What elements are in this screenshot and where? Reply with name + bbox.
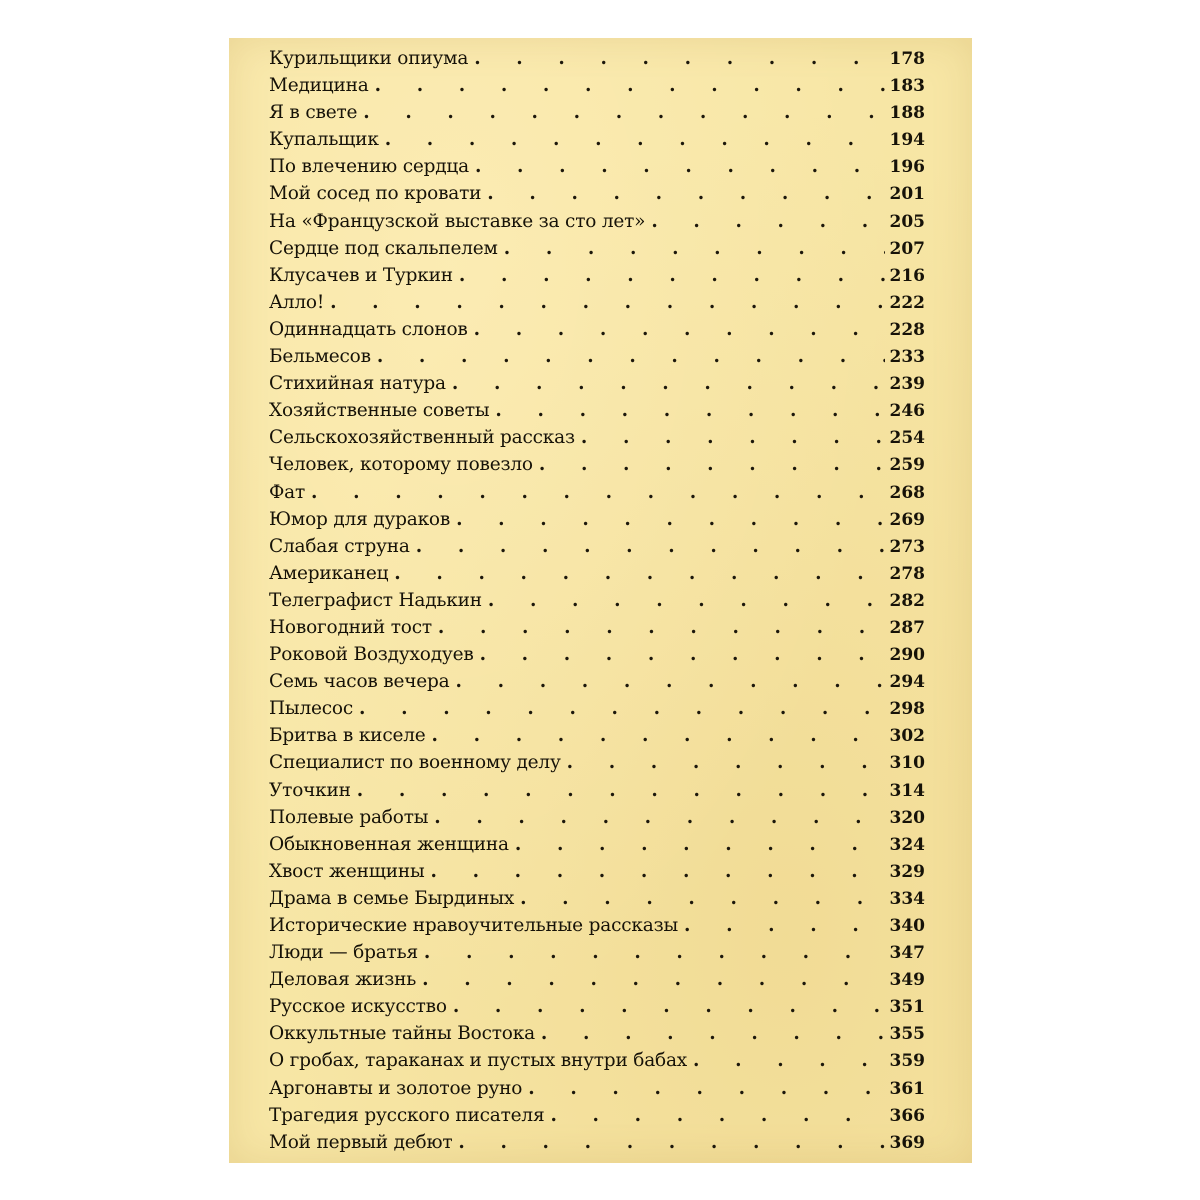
toc-entry-page-number: 278: [889, 563, 925, 584]
dot-leader: [453, 996, 885, 1017]
toc-entry: [269, 834, 925, 861]
toc-entry-title: Алло!: [269, 291, 325, 313]
toc-entry: [269, 482, 925, 509]
toc-entry-page-number: 287: [889, 617, 925, 638]
toc-entry-title: Аргонавты и золотое руно: [269, 1077, 523, 1099]
toc-entry: [269, 183, 925, 210]
toc-entry-page-number: 298: [889, 699, 925, 720]
dot-leader: [456, 671, 885, 692]
toc-entry-page-number: 205: [889, 211, 925, 232]
book-page: [229, 38, 972, 1163]
toc-entry: [269, 536, 925, 563]
toc-entry-title: Сельскохозяйственный рассказ: [269, 427, 575, 449]
toc-entry: [269, 942, 925, 969]
dot-leader: [495, 400, 885, 421]
toc-entry: [269, 563, 925, 590]
toc-entry: [269, 238, 925, 265]
toc-entry-page-number: 196: [889, 157, 925, 178]
toc-entry-page-number: 334: [889, 888, 925, 909]
toc-entry-page-number: 183: [889, 76, 925, 97]
toc-entry-page-number: 366: [889, 1105, 925, 1126]
toc-entry-title: Американец: [269, 562, 389, 584]
dot-leader: [488, 590, 885, 611]
toc-entry: [269, 644, 925, 671]
dot-leader: [394, 563, 885, 584]
toc-entry-page-number: 216: [889, 265, 925, 286]
toc-entry: [269, 861, 925, 888]
toc-entry-page-number: 324: [889, 834, 925, 855]
toc-entry: [269, 265, 925, 292]
toc-entry-page-number: 355: [889, 1024, 925, 1045]
toc-entry: [269, 400, 925, 427]
toc-entry-title: По влечению сердца: [269, 156, 469, 178]
toc-entry-title: Русское искусство: [269, 996, 447, 1018]
toc-entry-page-number: 268: [889, 482, 925, 503]
dot-leader: [474, 319, 885, 340]
toc-entry: [269, 969, 925, 996]
toc-entry: [269, 807, 925, 834]
dot-leader: [475, 156, 885, 177]
toc-entry: [269, 48, 925, 75]
toc-entry: [269, 292, 925, 319]
dot-leader: [515, 834, 885, 855]
toc-entry-title: Трагедия русского писателя: [269, 1104, 545, 1126]
toc-entry: [269, 752, 925, 779]
toc-entry-title: Исторические нравоучительные рассказы: [269, 915, 678, 936]
toc-entry-title: Стихийная натура: [269, 373, 446, 395]
toc-entry-title: Слабая струна: [269, 535, 410, 557]
dot-leader: [377, 346, 885, 367]
toc-entry: [269, 319, 925, 346]
dot-leader: [385, 129, 885, 150]
dot-leader: [430, 861, 885, 882]
toc-entry-page-number: 314: [889, 780, 925, 801]
toc-entry-title: Драма в семье Бырдиных: [269, 887, 515, 909]
toc-entry-page-number: 207: [889, 238, 925, 259]
toc-entry-page-number: 349: [889, 970, 925, 991]
toc-entry-page-number: 320: [889, 807, 925, 828]
dot-leader: [458, 1132, 885, 1153]
dot-leader: [528, 1078, 885, 1099]
dot-leader: [424, 942, 885, 963]
toc-entry-page-number: 290: [889, 645, 925, 666]
toc-entry-title: Сердце под скальпелем: [269, 237, 498, 259]
toc-entry-page-number: 194: [889, 130, 925, 151]
toc-entry-page-number: 359: [889, 1051, 925, 1072]
dot-leader: [504, 238, 885, 259]
dot-leader: [363, 102, 885, 123]
toc-entry-title: Специалист по военному делу: [269, 752, 561, 774]
toc-entry: [269, 725, 925, 752]
toc-entry: [269, 617, 925, 644]
toc-entry-title: Купальщик: [269, 129, 379, 151]
dot-leader: [541, 1023, 885, 1044]
toc-entry-title: Одиннадцать слонов: [269, 318, 468, 340]
toc-entry-title: Новогодний тост: [269, 616, 432, 638]
toc-entry: [269, 75, 925, 102]
toc-entry: [269, 156, 925, 183]
toc-entry: [269, 509, 925, 536]
toc-entry: [269, 373, 925, 400]
toc-entry-page-number: 259: [889, 455, 925, 476]
toc-entry-page-number: 269: [889, 509, 925, 530]
dot-leader: [422, 969, 885, 990]
toc-entry-page-number: 329: [889, 861, 925, 882]
toc-entry: [269, 102, 925, 129]
dot-leader: [359, 698, 885, 719]
dot-leader: [432, 725, 885, 746]
toc-entry-title: Уточкин: [269, 779, 351, 801]
toc-entry: [269, 129, 925, 156]
dot-leader: [311, 482, 885, 503]
toc-entry-title: Я в свете: [269, 102, 358, 124]
toc-entry: [269, 346, 925, 373]
toc-entry: [269, 1023, 925, 1050]
toc-entry-page-number: 351: [889, 997, 925, 1018]
toc-entry-title: Клусачев и Туркин: [269, 264, 453, 286]
toc-entry-title: Курильщики опиума: [269, 48, 469, 69]
toc-entry-title: Хозяйственные советы: [269, 400, 490, 422]
toc-entry: [269, 1050, 925, 1077]
dot-leader: [375, 75, 885, 96]
dot-leader: [357, 780, 885, 801]
dot-leader: [474, 48, 885, 69]
dot-leader: [459, 265, 885, 286]
toc-entry: [269, 590, 925, 617]
toc-entry: [269, 915, 925, 942]
toc-entry-title: Бритва в киселе: [269, 725, 426, 747]
toc-entry: [269, 780, 925, 807]
toc-entry: [269, 671, 925, 698]
dot-leader: [452, 373, 885, 394]
toc-entry-page-number: 254: [889, 428, 925, 449]
toc-entry-title: Пылесос: [269, 698, 354, 720]
toc-entry-title: Деловая жизнь: [269, 969, 417, 991]
toc-entry-title: Роковой Воздуходуев: [269, 644, 474, 666]
dot-leader: [487, 183, 885, 204]
dot-leader: [550, 1105, 885, 1126]
dot-leader: [684, 915, 885, 936]
dot-leader: [434, 807, 885, 828]
toc-entry-page-number: 310: [889, 753, 925, 774]
toc-entry-page-number: 222: [889, 292, 925, 313]
dot-leader: [567, 752, 885, 773]
toc-entry: [269, 1132, 925, 1159]
toc-entry: [269, 698, 925, 725]
toc-entry-title: Хвост женщины: [269, 860, 425, 882]
toc-entry-title: Бельмесов: [269, 346, 371, 368]
toc-entry: [269, 1105, 925, 1132]
toc-entry-title: Мой сосед по кровати: [269, 183, 482, 205]
toc-entry-title: О гробах, тараканах и пустых внутри бабах: [269, 1050, 688, 1072]
dot-leader: [539, 454, 885, 475]
toc-entry-title: Фат: [269, 481, 306, 503]
dot-leader: [438, 617, 885, 638]
toc-entry-page-number: 246: [889, 401, 925, 422]
toc-entry: [269, 996, 925, 1023]
toc-entry-page-number: 302: [889, 726, 925, 747]
dot-leader: [330, 292, 885, 313]
toc-entry-page-number: 233: [889, 347, 925, 368]
toc-entry-page-number: 282: [889, 590, 925, 611]
toc-entry-title: Человек, которому повезло: [269, 454, 533, 476]
toc-entry-page-number: 201: [889, 184, 925, 205]
dot-leader: [480, 644, 885, 665]
toc-entry: [269, 427, 925, 454]
toc-entry-page-number: 178: [889, 49, 925, 69]
table-of-contents: [269, 48, 925, 1159]
toc-entry-page-number: 347: [889, 943, 925, 964]
toc-entry-page-number: 239: [889, 374, 925, 395]
dot-leader: [416, 536, 885, 557]
toc-entry-title: Телеграфист Надькин: [269, 589, 482, 611]
toc-entry-title: Юмор для дураков: [269, 508, 451, 530]
toc-entry-page-number: 369: [889, 1132, 925, 1153]
dot-leader: [520, 888, 885, 909]
toc-entry: [269, 1078, 925, 1105]
dot-leader: [693, 1050, 885, 1071]
dot-leader: [581, 427, 885, 448]
toc-entry-title: Оккультные тайны Востока: [269, 1023, 535, 1045]
toc-entry: [269, 888, 925, 915]
toc-entry-title: Медицина: [269, 75, 369, 97]
toc-entry-title: На «Французской выставке за сто лет»: [269, 210, 646, 232]
toc-entry-title: Полевые работы: [269, 806, 429, 828]
dot-leader: [456, 509, 885, 530]
toc-entry: [269, 211, 925, 238]
toc-entry-title: Семь часов вечера: [269, 671, 450, 693]
toc-entry-page-number: 340: [889, 916, 925, 936]
toc-entry: [269, 454, 925, 481]
toc-entry-page-number: 228: [889, 319, 925, 340]
toc-entry-title: Люди — братья: [269, 942, 418, 964]
toc-entry-title: Мой первый дебют: [269, 1131, 453, 1153]
toc-entry-page-number: 188: [889, 103, 925, 124]
dot-leader: [651, 211, 885, 232]
toc-entry-page-number: 361: [889, 1078, 925, 1099]
toc-entry-title: Обыкновенная женщина: [269, 833, 509, 855]
toc-entry-page-number: 273: [889, 536, 925, 557]
toc-entry-page-number: 294: [889, 672, 925, 693]
